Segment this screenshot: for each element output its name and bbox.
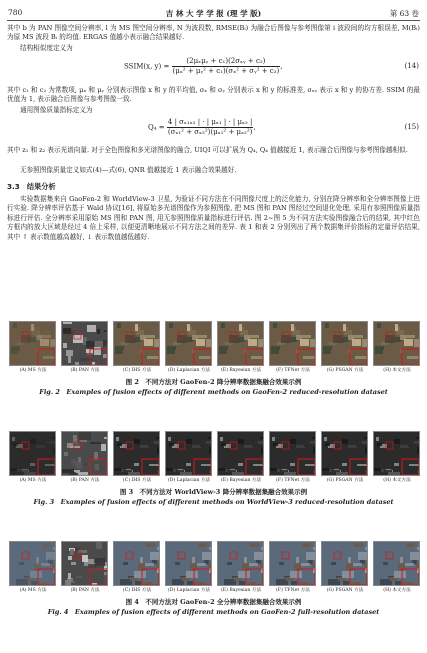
fusion-result-cell [61,321,108,373]
figure-4-caption-cn: 图 4 不同方法对 GaoFen-2 全分辨率数据集融合效果示例 [125,598,302,606]
fusion-image [61,541,108,586]
fusion-result-cell [9,541,56,593]
fusion-result-cell [165,321,212,373]
fusion-image [269,541,316,586]
fusion-image [373,321,420,366]
method-label: (E) Bayesian 方法 [221,368,261,373]
fusion-result-cell [217,321,264,373]
fusion-image [217,431,264,476]
ssim-equation [124,57,283,76]
fusion-image [61,321,108,366]
method-label: (C) IHS 方法 [122,478,152,483]
q4-intro: 通用图像质量指标定义为 [20,106,93,114]
method-label: (D) Laplacian 方法 [167,588,211,593]
ssim-fraction [172,57,281,76]
fusion-result-cell [165,541,212,593]
fusion-result-cell [113,321,160,373]
volume-label: 第 63 卷 [389,9,419,18]
fusion-image [373,431,420,476]
method-label: (E) Bayesian 方法 [221,588,261,593]
ssim-equation-number: (14) [404,62,419,70]
method-label: (F) TFNet 方法 [276,368,310,373]
figure-2-row [7,321,420,375]
figure-4-row [7,541,420,595]
fusion-image [321,541,368,586]
header-rule [7,20,420,21]
fusion-image [165,541,212,586]
fusion-result-cell [373,541,420,593]
method-label: (G) PSGAN 方法 [326,478,364,483]
method-label: (H) 本文方法 [383,478,411,483]
figure-3-caption-cn: 图 3 不同方法对 WorldView-3 降分辨率数据集融合效果示例 [119,488,308,496]
method-label: (C) IHS 方法 [122,368,152,373]
method-label: (F) TFNet 方法 [276,478,310,483]
ssim-tail: , [280,62,283,71]
journal-title: 吉 林 大 学 学 报 (理 学 版) [165,9,262,18]
q4-equation-number: (15) [404,123,419,131]
method-label: (H) 本文方法 [383,368,411,373]
q4-numerator: 4 | σₓ₁ₓ₂ | · | μₓ₁ | · | μₓ₂ | [167,118,253,126]
fusion-image [61,431,108,476]
fusion-result-cell [321,541,368,593]
fusion-image [217,321,264,366]
fusion-result-cell [373,431,420,483]
q4-equation [148,118,256,137]
ssim-denominator: (μₓ² + μᵧ² + c₁)(σₓ² + σᵧ² + c₂) [172,67,280,75]
q4-denominator: (σₓ₁² + σₓ₂²)(μₓ₁² + μₓ₂²) [167,128,253,136]
fusion-result-cell [269,321,316,373]
method-label: (F) TFNet 方法 [276,588,310,593]
fusion-result-cell [217,541,264,593]
fusion-image [269,321,316,366]
figure-2-caption-en: Fig. 2 Examples of fusion effects of different methods on GaoFen-2 reduced-resolution dataset [39,388,388,396]
fusion-result-cell [9,431,56,483]
method-label: (B) PAN 方法 [70,588,100,593]
fusion-result-cell [321,321,368,373]
fusion-result-cell [165,431,212,483]
method-label: (B) PAN 方法 [70,478,100,483]
fusion-result-cell [61,541,108,593]
method-label: (A) MS 方法 [19,478,47,483]
noref-paragraph: 无参照图像质量定义如式(4)—式(6), QNR 值越接近 1 表示融合效果越好. [20,166,237,174]
fusion-result-cell [9,321,56,373]
method-label: (C) IHS 方法 [122,588,152,593]
fusion-result-cell [373,321,420,373]
fusion-image [321,321,368,366]
ssim-intro: 结构相似度定义为 [20,44,73,52]
fusion-image [373,541,420,586]
fusion-image [9,321,56,366]
figure-4-caption-en: Fig. 4 Examples of fusion effects of different methods on GaoFen-2 full-resolution dataset [47,608,380,616]
fusion-result-cell [269,431,316,483]
fusion-result-cell [217,431,264,483]
figure-3-row [7,431,420,485]
fusion-image [9,541,56,586]
method-label: (B) PAN 方法 [70,368,100,373]
figure-2-caption-cn: 图 2 不同方法对 GaoFen-2 降分辨率数据集融合效果示例 [125,378,302,386]
method-label: (H) 本文方法 [383,588,411,593]
fusion-image [9,431,56,476]
fusion-image [269,431,316,476]
fusion-image [113,321,160,366]
method-label: (D) Laplacian 方法 [167,478,211,483]
method-label: (G) PSGAN 方法 [326,588,364,593]
fusion-result-cell [321,431,368,483]
fusion-image [113,431,160,476]
ssim-paragraph: 其中 c₁ 和 c₂ 为常数项, μₓ 和 μᵧ 分别表示图像 x 和 y 的平均值, σₓ 和 σᵧ 分别表示 x 和 y 的标准差, σₓᵧ 表示 x 和 y 的协方差. SSIM 的最优值为 1, 表示融合后图像与参考图像一致. [7,86,420,104]
results-paragraph: 实验数据集来自 GaoFen-2 和 WorldView-3 卫星, 为验证不同方法在不同图像尺度上的泛化能力, 分别在降分辨率和全分辨率图像上进行实验. 降分辨率评估基于 Wald 协议[16], 将原始多光谱图像作为参照图像, 把 MS 图和 PAN 图经过空间退化处理, 采用有参照图像质量指标进行评估. 全分辨率采用原始 MS 图和 PAN 图, 用无参照图像质量指标进行评估. 图 2~图 5 为不同方法实验图像融合后的结果, 其中红色方框内的放大区域是经过 4 倍上采样, 以便更清晰地展示不同方法之间的差异. 表 1 和表 2 分别列出了两个数据集评价指标的定量评估结果, 其中 ↑ 表示数值越高越好, ↓ 表示数值越低越好. [7,195,420,241]
method-label: (G) PSGAN 方法 [326,368,364,373]
fusion-result-cell [61,431,108,483]
fusion-result-cell [113,431,160,483]
fusion-image [113,541,160,586]
fusion-result-cell [113,541,160,593]
ssim-lhs: SSIM(x, y) = [124,62,170,71]
method-label: (D) Laplacian 方法 [167,368,211,373]
method-label: (E) Bayesian 方法 [221,478,261,483]
q4-lhs: Q₄ = [148,123,165,132]
ssim-numerator: (2μₓμᵧ + c₁)(2σₓᵧ + c₂) [172,57,281,67]
section-title: 3.3 结果分析 [7,182,56,191]
fusion-image [217,541,264,586]
q4-tail: , [253,123,256,132]
method-label: (A) MS 方法 [19,368,47,373]
method-label: (A) MS 方法 [19,588,47,593]
intro-paragraph: 其中 b 为 PAN 图像空间分辨率, l 为 MS 图空间分辨率, N 为波段数, RMSE(Bᵢ) 为融合后图像与参考图像第 i 波段间的均方根误差, M(Bᵢ) 为原 MS 波段 Bᵢ 的均值. ERGAS 值越小表示融合结果越好. [7,24,420,42]
q4-fraction [167,118,254,137]
fusion-image [165,431,212,476]
page-number: 780 [8,8,23,17]
fusion-image [321,431,368,476]
q4-paragraph: 其中 z₁ 和 z₂ 表示光谱向量. 对于全色图像和多光谱图像的融合, UIQI 可以扩展为 Q₄, Q₄ 值越接近 1, 表示融合后图像与参考图像越相似. [7,146,408,154]
fusion-result-cell [269,541,316,593]
fusion-image [165,321,212,366]
figure-3-caption-en: Fig. 3 Examples of fusion effects of different methods on WorldView-3 reduced-resolution dataset [33,498,394,506]
